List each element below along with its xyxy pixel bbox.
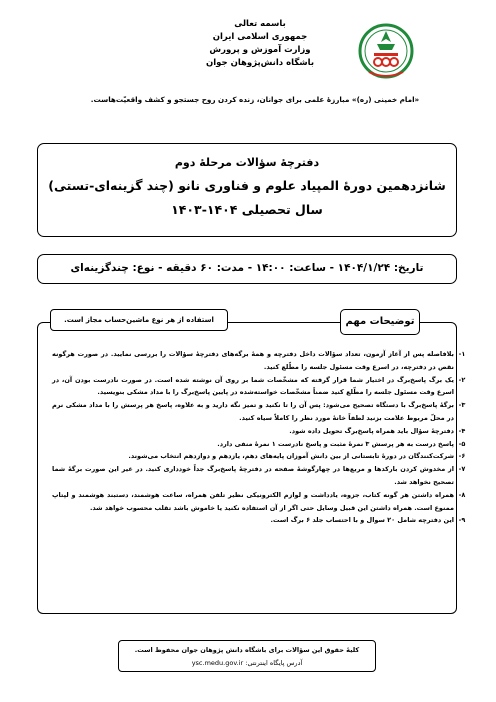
note-number: ۳- (458, 401, 466, 410)
exam-info: تاریخ: ۱۴۰۴/۱/۲۴ - ساعت: ۱۴:۰۰ - مدت: ۶۰ دقیقه - نوع: چندگزینه‌ای (37, 254, 457, 284)
note-item (46, 450, 470, 463)
calculator-note: استفاده از هر نوع ماشین‌حساب مجاز است. (50, 309, 228, 331)
note-number: ۹- (458, 516, 466, 525)
note-number: ۸- (458, 490, 466, 499)
ysc-logo-icon (357, 22, 415, 82)
note-number: ۷- (458, 465, 466, 474)
note-item (46, 514, 470, 527)
notes-heading: توضیحات مهم (340, 309, 420, 335)
note-text: از مخدوش کردن بارکدها و مربع‌ها در چهارگوشهٔ صفحه در دفترچهٔ پاسخ‌برگ جداً خودداری کنید. در غیر این صورت برگهٔ شما تصحیح نخواهد شد. (52, 465, 454, 486)
note-text: برگهٔ پاسخ‌برگ با دستگاه تصحیح می‌شود: پس آن را تا نکنید و تمیز نگه دارید و به علاوه، پاسخ هر پرسش را با مداد مشکی نرم در محلّ مربوط علامت بزنید لطفاً خانهٔ مورد نظر را کاملاً سیاه کنید. (52, 401, 454, 422)
note-number: ۴- (458, 426, 466, 435)
header-lines (150, 18, 370, 70)
title-box (37, 143, 457, 237)
note-item (46, 374, 470, 400)
note-number: ۲- (458, 375, 466, 384)
note-text: شرکت‌کنندگان در دورهٔ تابستانی از بین دانش آموزان پایه‌های دهم، یازدهم و دوازدهم انتخاب می‌شوند. (128, 452, 454, 461)
note-item (46, 348, 470, 374)
header-line-bismillah: باسمه تعالی (234, 19, 286, 29)
footer-address: آدرس پایگاه اینترنتی: ysc.medu.gov.ir (191, 659, 303, 667)
note-text: این دفترچه شامل ۲۰ سوال و با احتساب جلد ۶ برگ است. (270, 516, 454, 525)
header-line-ministry: وزارت آموزش و پرورش (209, 45, 311, 55)
motto: «امام خمینی (ره)» مبارزهٔ علمی برای جوانان، زنده کردن روح جستجو و کشف واقعیّت‌هاست. (90, 95, 420, 104)
title-stage: دفترچهٔ سؤالات مرحلهٔ دوم (174, 156, 320, 169)
note-number: ۵- (458, 439, 466, 448)
footer-box (118, 640, 376, 672)
note-text: یک برگ پاسخ‌برگ در اختیار شما قرار گرفته که مشخّصات شما بر روی آن نوشته شده است. در صورت نادرست بودن آن، در اسرع وقت مسئول جلسه را مطّلع کنید ضمناً مشخّصات خواسته‌شده در پایین پاسخ‌برگ را با مداد مشکی بنویسید. (52, 375, 454, 397)
note-number: ۱- (458, 350, 466, 358)
note-text: دفترچهٔ سؤال باید همراه پاسخ‌برگ تحویل داده شود. (289, 426, 454, 435)
note-number: ۶- (458, 452, 466, 461)
note-item (46, 438, 470, 451)
header-line-republic: جمهوری اسلامی ایران (212, 32, 308, 42)
note-item (46, 463, 470, 489)
note-text: همراه داشتن هر گونه کتاب، جزوه، یادداشت و لوازم الکترونیکی نظیر تلفن همراه، ساعت هوشمند، دستبند هوشمند و لپتاپ ممنوع است. همراه داشتن این قبیل وسایل حتی اگر از آن استفاده نکنید یا خاموش باشد تقلب محسوب خواهد شد. (52, 490, 454, 512)
note-text: بلافاصله پس از آغاز آزمون، تعداد سؤالات داخل دفترچه و همهٔ برگه‌های دفترچهٔ سؤالات را بررسی نمایید. در صورت هرگونه نقص در دفترچه، در اسرع وقت مسئول جلسه را مطّلع کنید. (52, 350, 454, 371)
title-year: سال تحصیلی ۱۴۰۴-۱۴۰۳ (171, 202, 323, 217)
title-olympiad: شانزدهمین دورهٔ المپیاد علوم و فناوری نانو (چند گزینه‌ای-تستی) (48, 178, 446, 193)
note-text: پاسخ درست به هر پرسش ۳ نمرهٔ مثبت و پاسخ نادرست ۱ نمرهٔ منفی دارد. (217, 439, 454, 448)
note-item (46, 425, 470, 438)
notes-list (46, 348, 470, 527)
footer-rights: کلیهٔ حقوق این سؤالات برای باشگاه دانش پژوهان جوان محفوظ است. (134, 646, 360, 654)
header-line-club: باشگاه دانش‌پژوهان جوان (205, 58, 315, 68)
note-item (46, 489, 470, 515)
note-item (46, 399, 470, 425)
